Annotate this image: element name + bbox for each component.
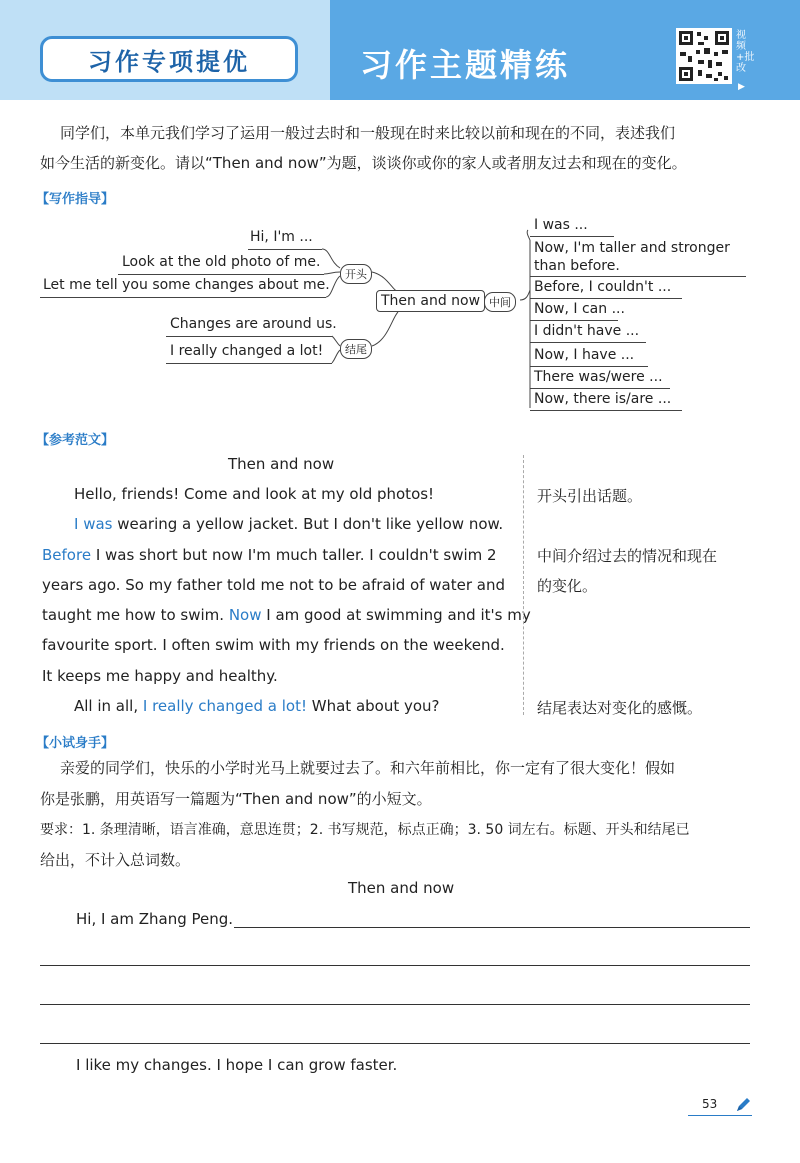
practice-end: I like my changes. I hope I can grow faster. [76, 1056, 398, 1074]
underline [530, 298, 682, 299]
practice-start: Hi, I am Zhang Peng. [76, 910, 234, 928]
intro-line-2: 如今生活的新变化。请以“Then and now”为题，谈谈你或你的家人或者朋友过去和现在的变化。 [40, 154, 687, 172]
side-note: 中间介绍过去的情况和现在 [537, 547, 718, 565]
sample-paragraph: All in all, I really changed a lot! What about you? [74, 697, 440, 715]
closing-tag: 结尾 [340, 339, 372, 359]
opening-item: Look at the old photo of me. [122, 254, 321, 270]
sample-paragraph: Hello, friends! Come and look at my old photos! [74, 485, 435, 503]
closing-item: Changes are around us. [170, 316, 337, 332]
middle-item: Now, I'm taller and stronger [534, 240, 730, 256]
closing-item: I really changed a lot! [170, 343, 324, 359]
header-badge: 习作专项提优 [40, 36, 298, 82]
sample-title: Then and now [228, 455, 335, 473]
writing-line[interactable] [40, 1043, 750, 1044]
sample-paragraph: It keeps me happy and healthy. [42, 667, 278, 685]
side-note: 结尾表达对变化的感慨。 [537, 699, 703, 717]
sample-paragraph: I was wearing a yellow jacket. But I don't like yellow now. [74, 515, 504, 533]
middle-tag: 中间 [484, 292, 516, 312]
qr-label: 视频+批改 [736, 30, 755, 74]
middle-item: I didn't have ... [534, 323, 640, 339]
center-node: Then and now [376, 290, 485, 312]
underline [530, 388, 670, 389]
practice-line-2: 你是张鹏，用英语写一篇题为“Then and now”的小短文。 [40, 790, 432, 808]
writing-line[interactable] [40, 1004, 750, 1005]
practice-requirements: 要求：1. 条理清晰，语言准确，意思连贯；2. 书写规范，标点正确；3. 50 词左右。标题、开头和结尾已 [40, 822, 690, 838]
underline [530, 366, 648, 367]
sample-paragraph: Before I was short but now I'm much taller. I couldn't swim 2 [42, 546, 497, 564]
practice-title: Then and now [348, 879, 455, 897]
opening-item: Hi, I'm ... [250, 229, 313, 245]
middle-item: I was ... [534, 217, 588, 233]
note-divider [523, 455, 524, 715]
page-number: 53 [702, 1097, 718, 1111]
play-icon: ▶ [738, 82, 745, 92]
practice-label: 【小试身手】 [36, 736, 115, 751]
side-note: 开头引出话题。 [537, 487, 643, 505]
underline [530, 320, 618, 321]
underline [530, 410, 682, 411]
middle-item: There was/were ... [534, 369, 663, 385]
practice-line-1: 亲爱的同学们，快乐的小学时光马上就要过去了。和六年前相比，你一定有了很大变化！假如 [60, 759, 676, 777]
sample-paragraph: taught me how to swim. Now I am good at swimming and it's my [42, 606, 531, 624]
practice-line-4: 给出，不计入总词数。 [40, 851, 191, 869]
sample-label: 【参考范文】 [36, 433, 115, 448]
writing-line[interactable] [40, 965, 750, 966]
pencil-icon [734, 1096, 752, 1114]
intro-line-1: 同学们，本单元我们学习了运用一般过去时和一般现在时来比较以前和现在的不同，表述我们 [60, 124, 676, 142]
opening-item: Let me tell you some changes about me. [43, 277, 330, 293]
middle-item: Now, I can ... [534, 301, 625, 317]
mind-map-connectors [0, 0, 800, 420]
sample-paragraph: favourite sport. I often swim with my friends on the weekend. [42, 636, 505, 654]
writing-line[interactable] [234, 927, 750, 928]
middle-item: Now, there is/are ... [534, 391, 672, 407]
middle-item: than before. [534, 258, 620, 274]
underline [530, 276, 746, 277]
underline [530, 236, 614, 237]
sample-paragraph: years ago. So my father told me not to be afraid of water and [42, 576, 506, 594]
side-note: 的变化。 [537, 577, 598, 595]
middle-item: Now, I have ... [534, 347, 635, 363]
underline [530, 342, 646, 343]
page-number-line [688, 1115, 752, 1116]
guide-label: 【写作指导】 [36, 192, 115, 207]
page-title: 习作主题精练 [360, 46, 571, 84]
opening-tag: 开头 [340, 264, 372, 284]
middle-item: Before, I couldn't ... [534, 279, 672, 295]
